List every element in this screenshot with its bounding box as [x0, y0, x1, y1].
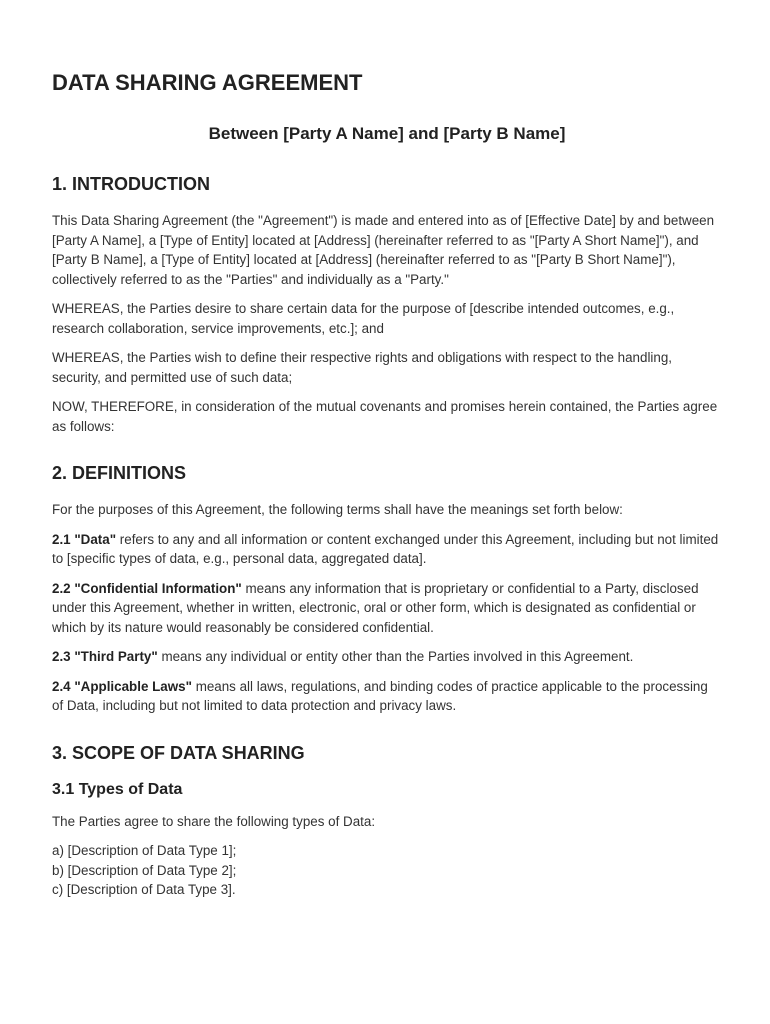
paragraph: NOW, THEREFORE, in consideration of the mutual covenants and promises herein contained, the Parties agree as follows:: [52, 399, 718, 434]
list-item: a) [Description of Data Type 1];: [52, 843, 237, 858]
definition-term: 2.3 "Third Party": [52, 649, 158, 664]
definition-term: 2.1 "Data": [52, 531, 117, 547]
definition-item: [52, 579, 722, 638]
definition-text: means any information that is proprietary or confidential to a Party, disclosed under this Agreement, whether in written, electronic, oral or other form, which is designated as confidential or which by its nature would reasonably be considered confidential.: [52, 580, 699, 635]
subsection-heading: 3.1 Types of Data: [52, 780, 183, 798]
section-introduction: [52, 173, 722, 436]
document-title: DATA SHARING AGREEMENT: [52, 70, 363, 95]
definition-text: refers to any and all information or content exchanged under this Agreement, including but not limited to [specific types of data, e.g., personal data, aggregated data].: [52, 531, 719, 566]
document-subtitle: Between [Party A Name] and [Party B Name]: [208, 124, 566, 143]
section-definitions: [52, 462, 722, 716]
paragraph: WHEREAS, the Parties desire to share certain data for the purpose of [describe intended outcomes, e.g., research collaboration, service improvements, etc.]; and: [52, 301, 675, 336]
paragraph: The Parties agree to share the following types of Data:: [52, 813, 376, 829]
section-scope: [52, 742, 722, 900]
section-heading: 2. DEFINITIONS: [52, 463, 187, 483]
definition-item: [52, 677, 722, 716]
paragraph: This Data Sharing Agreement (the "Agreement") is made and entered into as of [Effective Date] by and between [Party A Name], a [Type of Entity] located at [Address] (hereinafter referred to as "[Party A Short Name]"), and [Party B Name], a [Type of Entity] located at [Address] (hereinafter referred to as "[Party B Short Name]"), collectively referred to as the "Parties" and individually as a "Party.": [52, 213, 715, 287]
definition-text: means all laws, regulations, and binding codes of practice applicable to the processing of Data, including but not limited to data protection and privacy laws.: [52, 678, 708, 713]
list-item: b) [Description of Data Type 2];: [52, 862, 237, 878]
definition-text: means any individual or entity other than the Parties involved in this Agreement.: [157, 649, 634, 664]
document-body: [52, 173, 722, 926]
section-heading: 3. SCOPE OF DATA SHARING: [52, 742, 305, 763]
data-type-list: [52, 841, 722, 900]
definition-term: 2.4 "Applicable Laws": [52, 678, 192, 694]
section-heading: 1. INTRODUCTION: [52, 174, 211, 194]
definition-item: [52, 530, 722, 569]
list-item: c) [Description of Data Type 3].: [52, 882, 236, 897]
definition-item: [52, 647, 722, 667]
definition-term: 2.2 "Confidential Information": [52, 580, 242, 596]
paragraph: WHEREAS, the Parties wish to define their respective rights and obligations with respect to the handling, security, and permitted use of such data;: [52, 350, 673, 385]
paragraph: For the purposes of this Agreement, the following terms shall have the meanings set forth below:: [52, 502, 623, 517]
